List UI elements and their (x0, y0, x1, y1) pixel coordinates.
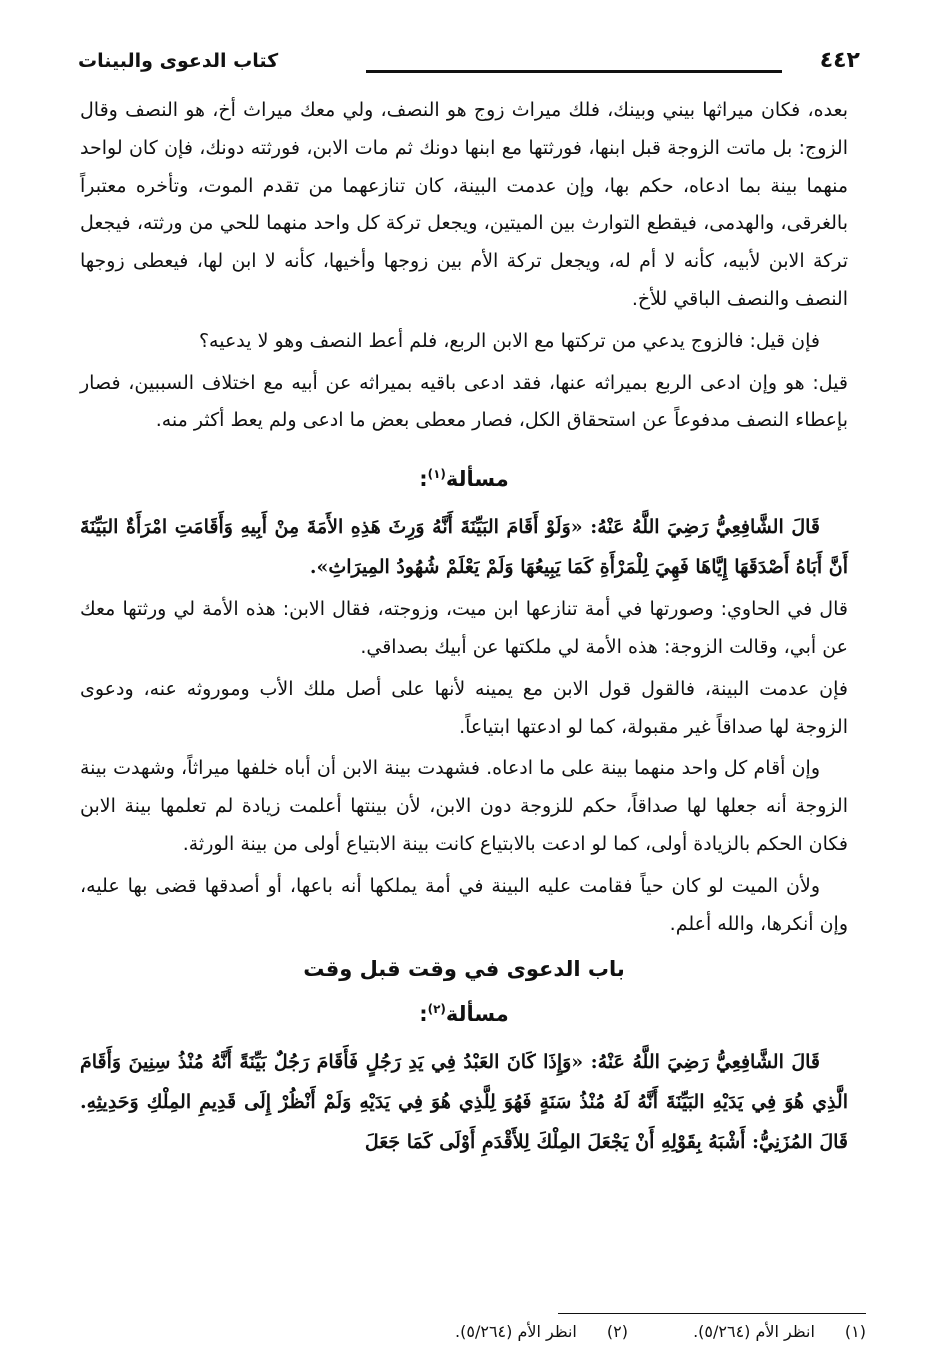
paragraph: وإن أقام كل واحد منهما بينة على ما ادعاه. فشهدت بينة الابن أن أباه خلفها ميراثاً، وشهدت بينة الزوجة أنه جعلها لها صداقاً، حكم للزوجة دون الابن، لأن بينتها أعلمت زيادة لم تعلمها بينة الابن فكان الحكم بالزيادة أولى، كما لو ادعت بالابتياع كانت بينة الابتياع أولى من بينة الورثة. (80, 757, 848, 855)
chapter-title: باب الدعوى في وقت قبل وقت (303, 957, 625, 982)
footnote-text: انظر الأم (٥/٢٦٤). (455, 1322, 577, 1341)
footnote-item (693, 1322, 866, 1341)
footnote-number: (١) (844, 1322, 866, 1341)
footnote-text: انظر الأم (٥/٢٦٤). (693, 1322, 815, 1341)
book-title: كتاب الدعوى والبينات (78, 50, 279, 72)
footnote-item (455, 1322, 628, 1341)
footnote-ref: (٢) (427, 1002, 446, 1017)
page-number: ٤٤٢ (819, 48, 860, 73)
paragraph: بعده، فكان ميراثها بيني وبينك، فلك ميراث زوج هو النصف، ولي معك ميراث أخ، هو النصف وقال الزوج: بل ماتت الزوجة قبل ابنها، فورثتها مع ابنها دونك ثم مات الابن، فورثته دونك، فإن كان لواحد منهما بينة بما ادعاه، حكم بها، وإن عدمت البينة، كان تنازعهما من تقدم الموت، وتأخره معتبراً بالغرقى، والهدمى، فيقطع التوارث بين الميتين، ويجعل تركة كل واحد منهما للحي من ورثته، فيجعل تركة الابن لأبيه، كأنه لا أم له، ويجعل تركة الأم بين زوجها وأخيها، كأنه لا ابن لها، فيعطى زوجها النصف والنصف الباقي للأخ. (80, 99, 848, 310)
masala-suffix: : (419, 467, 428, 492)
paragraph: قيل: هو وإن ادعى الربع بميراثه عنها، فقد ادعى باقيه بميراثه عن أبيه مع اختلاف السببين، فصار بإعطاء النصف مدفوعاً عن استحقاق الكل، فصار معطى بعض ما ادعى ولم يعط أكثر منه. (80, 371, 848, 432)
shafii-quote-1: قَالَ الشَّافِعِيُّ رَضِيَ اللَّهُ عَنْهُ: «وَلَوْ أَقَامَ البَيِّنَةَ أَنَّهُ وَرِثَ هَذِهِ الأَمَةَ مِنْ أَبِيهِ وَأَقَامَتِ امْرَأَةٌ البَيِّنَةَ أَنَّ أَبَاهُ أَصْدَقَهَا إِيَّاهَا فَهِيَ لِلْمَرْأَةِ كَمَا يَبِيعُهَا وَلَمْ يَعْلَمْ شُهُودُ المِيرَاثِ». (80, 516, 848, 579)
page-header (78, 48, 860, 88)
footnote-number: (٢) (606, 1322, 628, 1341)
paragraph: فإن قيل: فالزوج يدعي من تركتها مع الابن الربع، فلم أعط النصف وهو لا يدعيه؟ (198, 329, 820, 352)
footnote-rule (558, 1313, 866, 1314)
header-rule (366, 70, 782, 73)
shafii-quote-2: قَالَ الشَّافِعِيُّ رَضِيَ اللَّهُ عَنْهُ: «وَإِذَا كَانَ العَبْدُ فِي يَدِ رَجُلٍ فَأَقَامَ رَجُلٌ بَيِّنَةً أَنَّهُ مُنْذُ سِنِينَ وَأَقَامَ الَّذِي هُوَ فِي يَدَيْهِ البَيِّنَةَ أَنَّهُ لَهُ مُنْذُ سَنَةٍ فَهُوَ لِلَّذِي هُوَ فِي يَدَيْهِ وَلَمْ أَنْظُرْ إِلَى قَدِيمِ المِلْكِ وَحَدِيثِهِ. قَالَ المُزَنِيُّ: أَشْبَهُ بِقَوْلِهِ أَنْ يَجْعَلَ المِلْكَ لِلأَقْدَمِ أَوْلَى كَمَا جَعَلَ (80, 1051, 848, 1154)
masala-label: مسألة (445, 1002, 509, 1027)
paragraph: فإن عدمت البينة، فالقول قول الابن مع يمينه لأنها على أصل ملك الأب وموروثه عنه، ودعوى الزوجة لها صداقاً غير مقبولة، كما لو ادعتها ابتياعاً. (80, 677, 848, 738)
masala-heading-1 (80, 454, 848, 499)
page-body (80, 92, 848, 1166)
masala-suffix: : (419, 1002, 428, 1027)
paragraph: قال في الحاوي: وصورتها في أمة تنازعها ابن ميت، وزوجته، فقال الابن: هذه الأمة لي ورثتها معك عن أبي، وقالت الزوجة: هذه الأمة لي ملكتها عن أبيك بصداقي. (80, 598, 848, 658)
masala-label: مسألة (445, 467, 509, 492)
footnotes (98, 1322, 866, 1341)
paragraph: ولأن الميت لو كان حياً فقامت عليه البينة في أمة يملكها أنه باعها، أو أصدقها قضى بها عليه، وإن أنكرها، والله أعلم. (80, 874, 848, 935)
masala-heading-2 (80, 989, 848, 1034)
footnote-ref: (١) (427, 467, 446, 482)
